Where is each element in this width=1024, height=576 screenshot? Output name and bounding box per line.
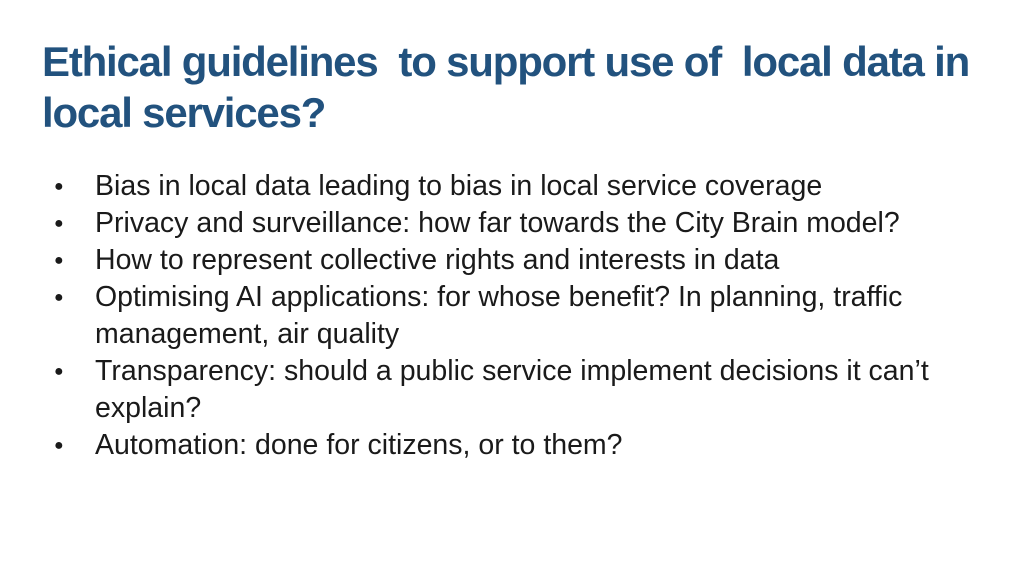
slide-title: Ethical guidelines to support use of local data in local services? bbox=[42, 38, 980, 136]
bullet-text: Automation: done for citizens, or to them? bbox=[95, 429, 623, 461]
bullet-dot-icon: ● bbox=[54, 252, 64, 269]
bullet-item bbox=[42, 353, 932, 427]
bullet-item bbox=[42, 205, 932, 242]
bullet-dot-icon: ● bbox=[54, 215, 64, 232]
bullet-item bbox=[42, 242, 932, 279]
bullet-text: Bias in local data leading to bias in local service coverage bbox=[95, 170, 823, 202]
bullet-item bbox=[42, 427, 932, 464]
bullet-text: Transparency: should a public service implement decisions it can’t explain? bbox=[95, 355, 929, 424]
bullet-text: Privacy and surveillance: how far towards the City Brain model? bbox=[95, 207, 900, 239]
bullet-text: How to represent collective rights and interests in data bbox=[95, 244, 780, 276]
bullet-text: Optimising AI applications: for whose benefit? In planning, traffic management, air quality bbox=[95, 281, 903, 350]
bullet-item bbox=[42, 168, 932, 205]
bullet-dot-icon: ● bbox=[54, 437, 64, 454]
bullet-dot-icon: ● bbox=[54, 363, 64, 380]
bullet-dot-icon: ● bbox=[54, 289, 64, 306]
bullet-dot-icon: ● bbox=[54, 178, 64, 195]
bullet-item bbox=[42, 279, 932, 353]
bullet-list bbox=[42, 168, 932, 464]
